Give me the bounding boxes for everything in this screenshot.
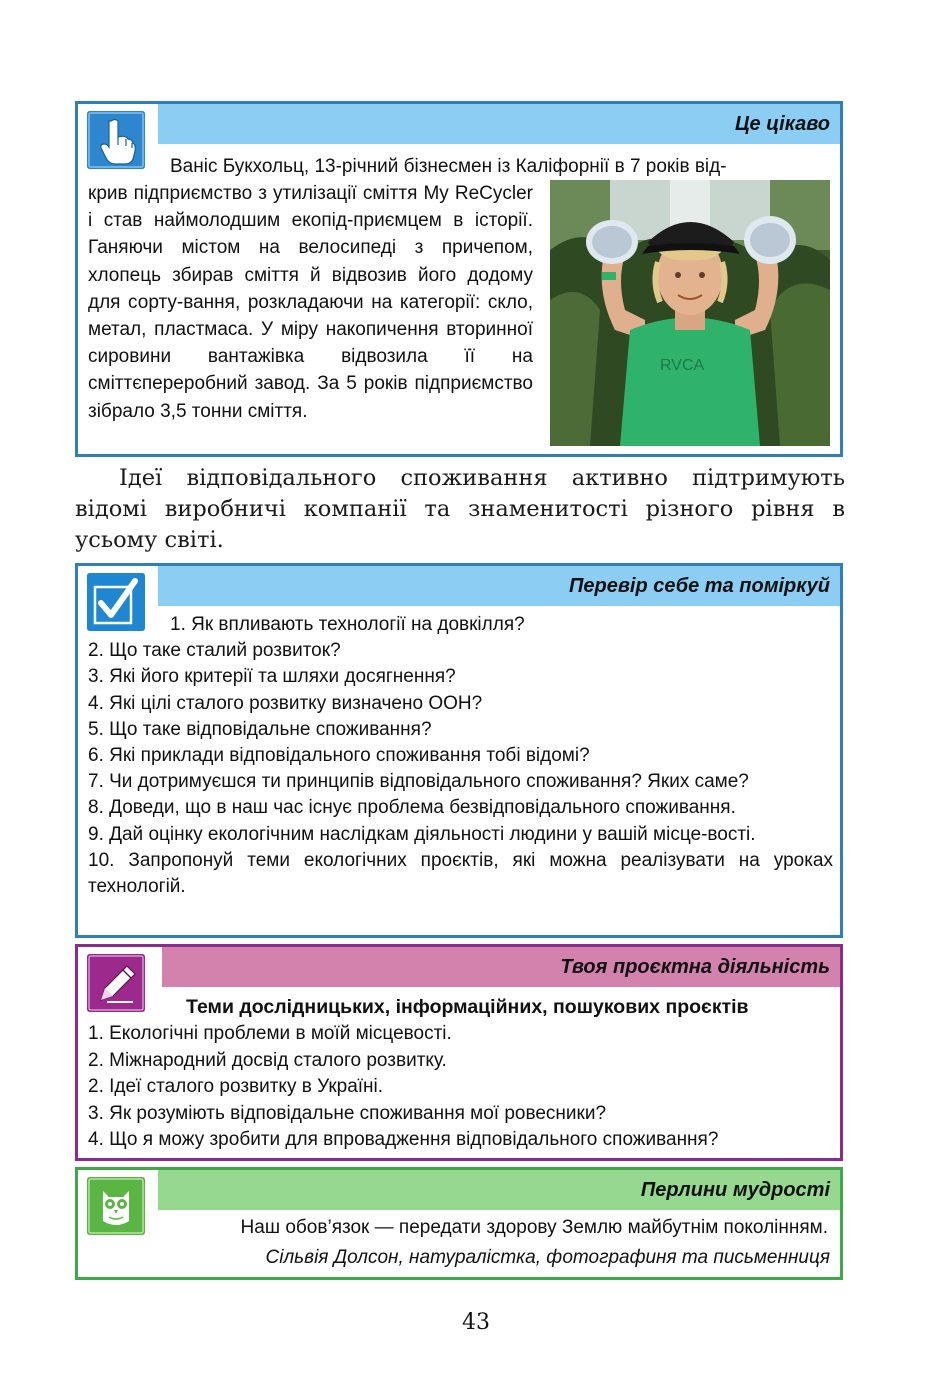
- question-item: 10. Запропонуй теми екологічних проєктів, які можна реалізувати на уроках технологій.: [88, 849, 833, 898]
- project-list-title: Теми дослідницьких, інформаційних, пошукових проєктів: [186, 996, 749, 1018]
- project-topic-list: [88, 1021, 718, 1154]
- project-header: Твоя проєктна діяльність: [162, 947, 840, 987]
- page-number: 43: [462, 1310, 490, 1335]
- question-item: 7. Чи дотримуєшся ти принципів відповідального споживання? Яких саме?: [88, 771, 749, 793]
- wisdom-header: Перлини мудрості: [158, 1170, 840, 1210]
- pencil-icon: [87, 954, 145, 1012]
- main-paragraph: Ідеї відповідального споживання активно підтримують відомі виробничі компанії та знаменитості різного рівня в усьому світі.: [75, 465, 845, 553]
- finger-pointer-icon: [87, 111, 145, 169]
- question-item: 9. Дай оцінку екологічним наслідкам діяльності людини у вашій місце-вості.: [88, 823, 756, 845]
- question-item: 5. Що таке відповідальне споживання?: [88, 718, 432, 740]
- interesting-paragraph: крив підприємство з утилізації сміття My ReCycler і став наймолодшим екопід-приємцем в історії. Ганяючи містом на велосипеді з причепом, хлопець збирав сміття й відвозив його додому для сорту-вання, розкладаючи на категорії: скло, метал, пластмаса. У міру накопичення вторинної сировини вантажівка відвозила її на сміттєпереробний завод. За 5 років підприємство зібрало 3,5 тонни сміття.: [88, 183, 533, 422]
- project-topic-item: 2. Міжнародний досвід сталого розвитку.: [88, 1049, 447, 1071]
- check-question-list: [88, 612, 833, 900]
- owl-icon: [87, 1177, 145, 1235]
- question-item: 3. Які його критерії та шляхи досягнення?: [88, 666, 456, 688]
- question-item: 1. Як впливають технології на довкілля?: [170, 614, 525, 635]
- svg-text:RVCA: RVCA: [660, 357, 705, 374]
- project-topic-item: 3. Як розуміють відповідальне споживання мої ровесники?: [88, 1102, 607, 1124]
- check-yourself-box: [75, 563, 843, 938]
- interesting-first-line: Ваніс Букхольц, 13-річний бізнесмен із Каліфорнії в 7 років від-: [170, 156, 727, 177]
- question-item: 2. Що таке сталий розвиток?: [88, 640, 341, 662]
- project-topic-item: 4. Що я можу зробити для впровадження відповідального споживання?: [88, 1129, 719, 1150]
- boy-recycling-photo: [550, 180, 830, 446]
- wisdom-box: [75, 1167, 843, 1280]
- project-topic-item: 1. Екологічні проблеми в моїй місцевості.: [88, 1023, 452, 1044]
- wisdom-author: Сільвія Долсон, натуралістка, фотографиня та письменниця: [265, 1247, 830, 1268]
- question-item: 6. Які приклади відповідального споживання тобі відомі?: [88, 745, 590, 767]
- check-header: Перевір себе та поміркуй: [158, 566, 840, 606]
- project-activity-box: [75, 944, 843, 1161]
- question-item: 8. Доведи, що в наш час існує проблема безвідповідального споживання.: [88, 797, 736, 819]
- wisdom-quote: Наш обов’язок — передати здорову Землю майбутнім поколінням.: [240, 1217, 828, 1238]
- question-item: 4. Які цілі сталого розвитку визначено ООН?: [88, 692, 483, 714]
- interesting-header: Це цікаво: [158, 104, 840, 144]
- project-topic-item: 2. Ідеї сталого розвитку в Україні.: [88, 1076, 384, 1097]
- interesting-box: [75, 101, 843, 457]
